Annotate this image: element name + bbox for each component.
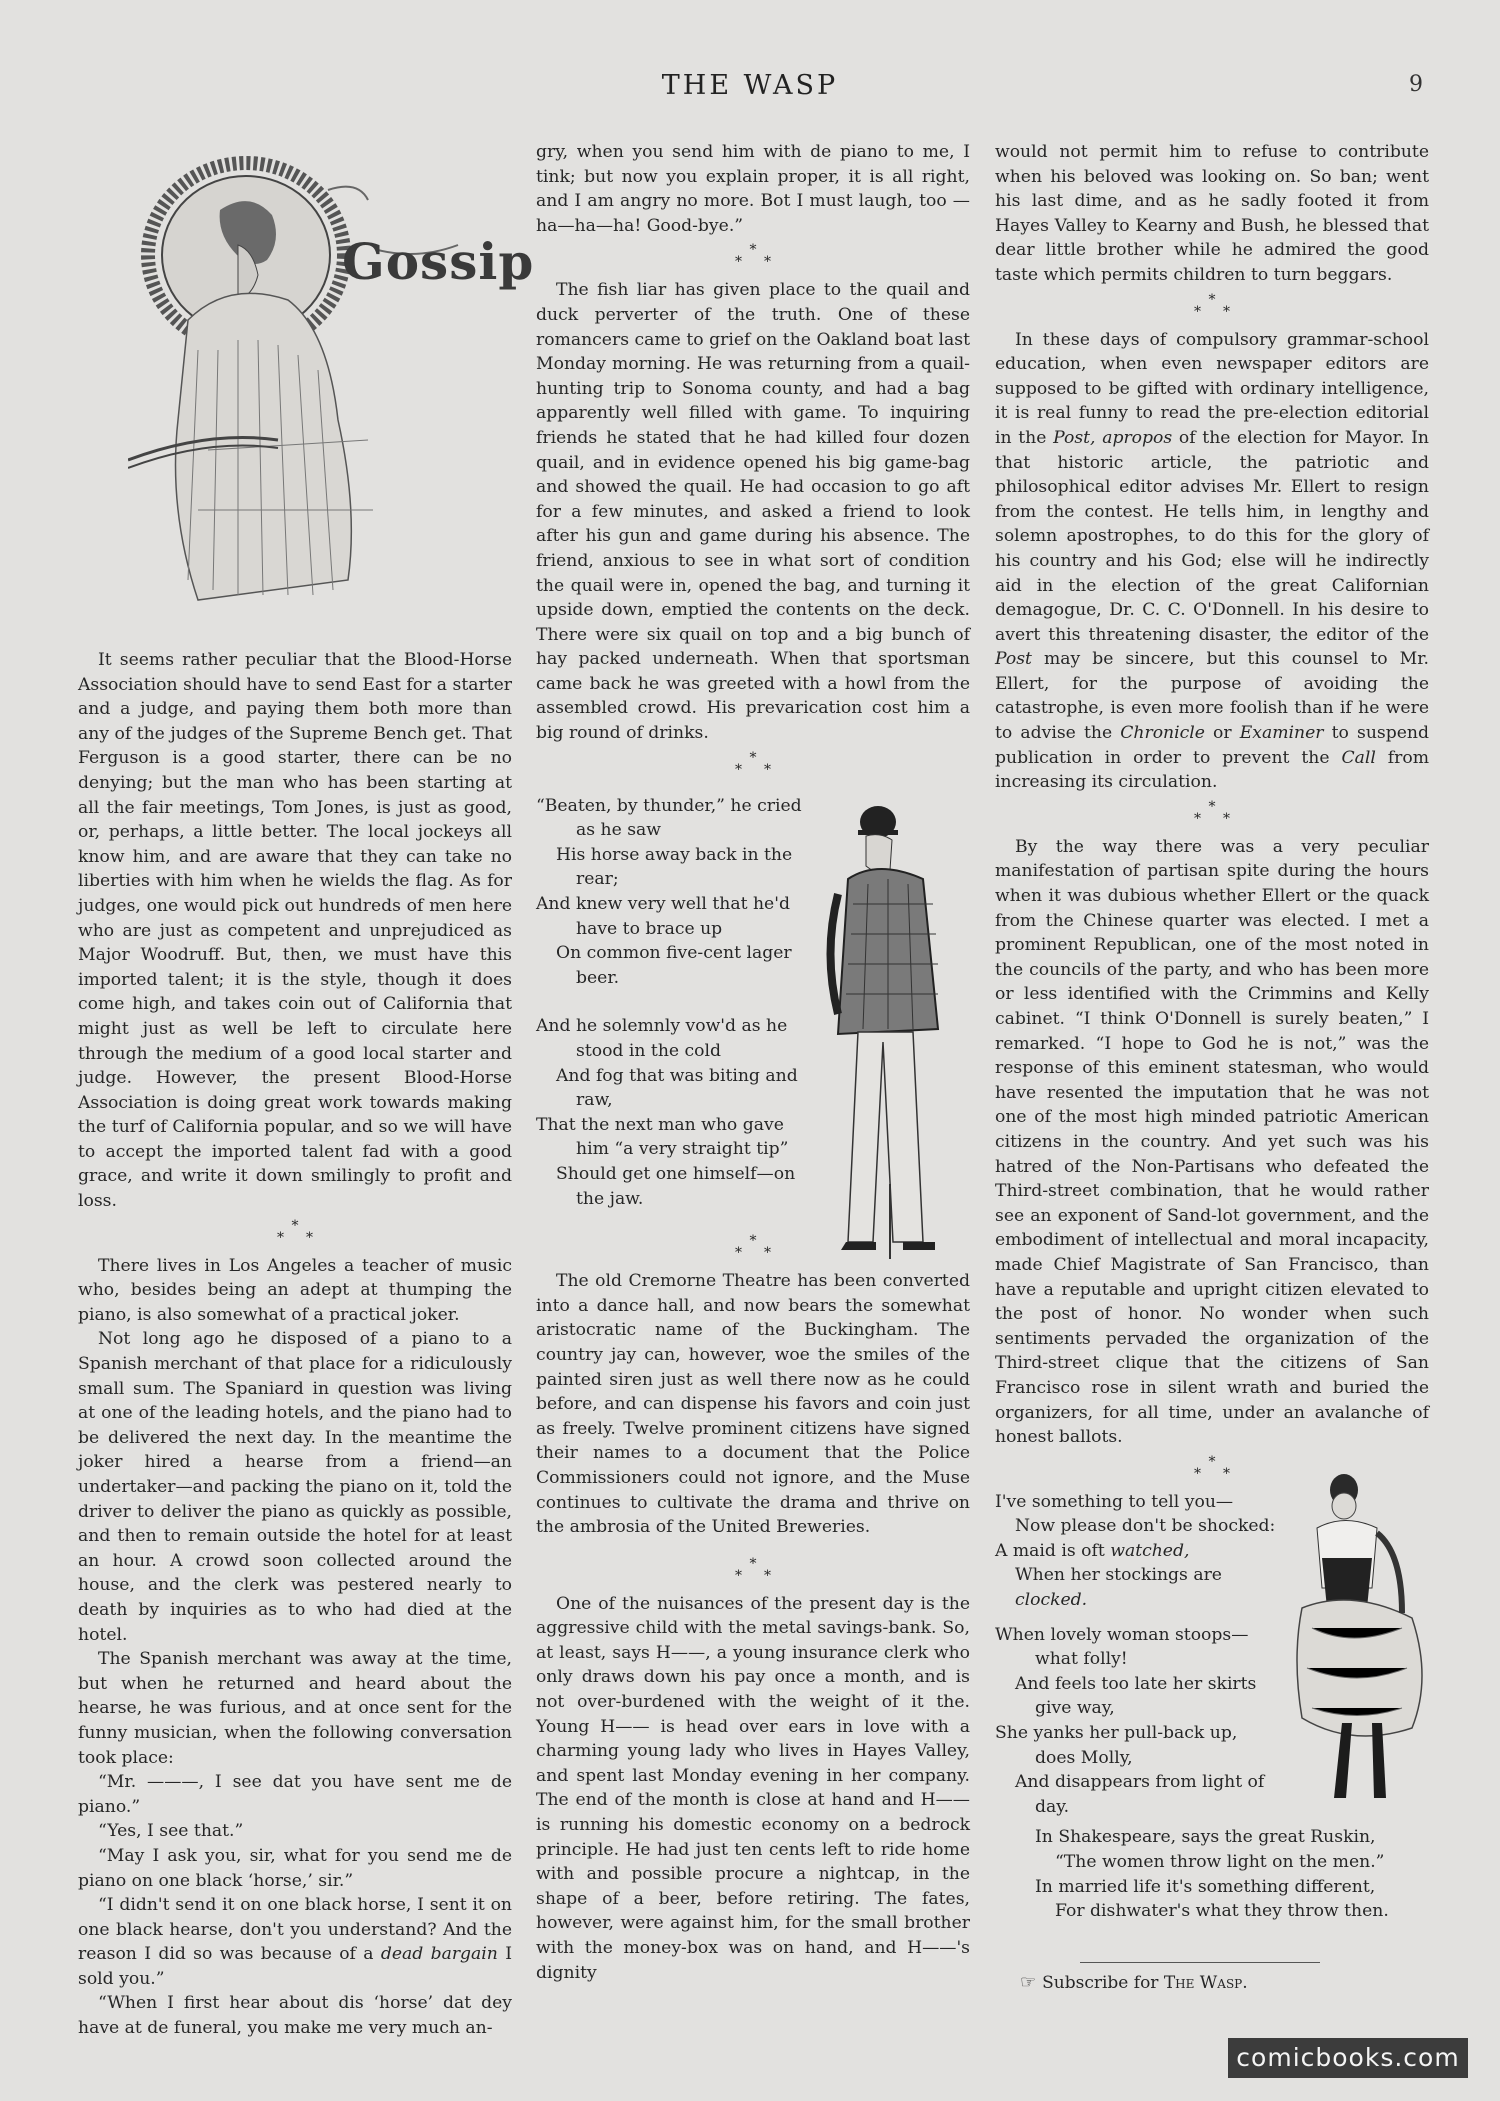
poem-line: When lovely woman stoops— (995, 1624, 1249, 1645)
italic-text: Call (1341, 747, 1376, 768)
italic-text: Examiner (1239, 723, 1324, 744)
poem-line: raw, (576, 1090, 613, 1111)
poem-line: For dishwater's what they throw then. (1055, 1901, 1389, 1922)
poem-line: That the next man who gave (536, 1114, 784, 1135)
italic-text: dead bargain (380, 1944, 498, 1965)
poem-line: On common five-cent lager (556, 943, 792, 964)
man-drawing (818, 804, 968, 1259)
section-stars: * ** (1194, 798, 1252, 827)
poem-line: I've something to tell you— (995, 1491, 1234, 1512)
dialogue-line: “Yes, I see that.” (98, 1821, 244, 1842)
text-segment: I sold you.” (78, 1944, 512, 1989)
stanza-gap (536, 990, 816, 1014)
gossip-portrait-drawing (128, 150, 508, 640)
paragraph-spanish-merchant: The Spanish merchant was away at the time, but when he returned and heard about the hearse, he was furious, and at once sent for the funny musician, when the following conversation took place: (78, 1649, 512, 1768)
poem-line: His horse away back in the (556, 844, 793, 865)
poem-line: And knew very well that he'd (536, 894, 790, 915)
poem-line: the jaw. (576, 1188, 644, 1209)
poem-line: stood in the cold (576, 1041, 722, 1061)
section-stars: * ** (1194, 291, 1252, 320)
subscribe-notice (1020, 1972, 1248, 1993)
gossip-heading: Gossip (342, 232, 535, 291)
page-number: 9 (1409, 72, 1423, 97)
man-in-checked-coat-illustration (818, 804, 968, 1259)
italic-text: watched, (1110, 1540, 1190, 1561)
text-segment: may be sincere, but this counsel to Mr. Ellert, for the purpose of avoiding the catastrophe, is even more foolish than if he were to advise the (995, 649, 1429, 744)
paragraph-fish-liar: The fish liar has given place to the quail and duck perverter of the truth. One of these romancers came to grief on the Oakland boat last Monday morning. He was returning from a quail-hunting trip to Sonoma county, and had a bag apparently well filled with game. To inquiring friends he stated that he had killed four dozen quail, and in evidence opened his big game-bag and showed the quail. He had occasion to go aft for a few minutes, and asked a friend to look after his gun and game during his absence. The friend, anxious to see in what sort of condition the quail were in, opened the bag, and turning it upside down, emptied the contents on the deck. There were six quail on top and a big bunch of hay packed underneath. When that sportsman came back he was greeted with a howl from the assembled crowd. His prevarication cost him a big round of drinks. (536, 280, 970, 744)
poem-line: give way, (1035, 1698, 1115, 1719)
subscribe-publication: The Wasp. (1163, 1973, 1248, 1993)
poem-line: In married life it's something different, (1035, 1876, 1376, 1897)
paragraph-partisan-spite: By the way there was a very peculiar manifestation of partisan spite during the hours when it was dubious whether Ellert or the quack from the Chinese quarter was elected. I met a prominent Republican, one of the most noted in the councils of the party, and who has been more or less identified with the Crimmins and Kelly cabinet. “I think O'Donnell is surely beaten,” I remarked. “I hope to God he is not,” was the response of this eminent statesman, who would have resented the imputation that he was not one of the most high minded patriotic American citizens in the country. And yet such was his hatred of the Non-Partisans who defeated the Third-street combination, that he would rather see an exponent of Sand-lot government, and the embodiment of intellectual and moral incapacity, made Chief Magistrate of San Francisco, than have a reputable and upright citizen elevated to the post of honor. No wonder when such sentiments pervaded the organization of the Third-street clique that the citizens of San Francisco rose in silent wrath and buried the organizers, for all time, under an avalanche of honest ballots. (995, 836, 1429, 1448)
subscribe-rule (1080, 1962, 1320, 1963)
text-segment: A maid is oft (995, 1540, 1111, 1561)
poem-beaten-by-thunder (536, 794, 816, 1212)
paragraph-continued: would not permit him to refuse to contribute when his beloved was looking on. So ban; went his last dime, and as he sadly footed it from Hayes Valley to Kearny and Bush, he blessed that dear little brother while he admired the good taste which permits children to turn beggars. (995, 142, 1429, 285)
watermark-logo: comicbooks.com (1228, 2038, 1468, 2078)
text-segment: from increasing its circulation. (995, 747, 1430, 793)
paragraph-blood-horse: It seems rather peculiar that the Blood-Horse Association should have to send East for a starter and a judge, and paying them both more than any of the judges of the Supreme Bench get. That Ferguson is a good starter, there can be no denying; but the man who has been starting at all the fair meetings, Tom Jones, is just as good, or, perhaps, a little better. The local jockeys all know him, and are aware that they can take no liberties with him when he wields the flag. As for judges, one would pick out hundreds of men here who are just as competent and unprejudiced as Major Woodruff. But, then, we must have this imported talent; it is the style, though it does come high, and takes coin out of California that might just as well be left to circulate here through the medium of a good local starter and judge. However, the present Blood-Horse Association is doing great work towards making the turf of California popular, and so we will have to accept the imported talent fad with a good grace, and write it down smilingly to profit and loss. (78, 650, 512, 1212)
poem-line: Now please don't be shocked: (1015, 1516, 1276, 1537)
poem-line: And disappears from light of (1015, 1772, 1265, 1793)
subscribe-text: Subscribe for (1042, 1973, 1164, 1993)
section-stars: * ** (735, 1555, 793, 1584)
poem-line: does Molly, (1035, 1747, 1133, 1768)
text-segment: In these days of compulsory grammar-school education, when even newspaper editors are supposed to be gifted with ordinary intelligence, it is real funny to read the pre-election editorial in the (995, 329, 1429, 448)
section-stars: * ** (735, 749, 793, 778)
text-segment: When her stockings are (1015, 1565, 1222, 1586)
paragraph-continued: gry, when you send him with de piano to me, I tink; but now you explain proper, it is all right, and I am angry no more. Bot I must laugh, too —ha—ha—ha! Good-bye.” (536, 142, 970, 236)
poem-line: what folly! (1035, 1649, 1128, 1670)
poem-line: him “a very straight tip” (576, 1139, 789, 1160)
text-segment: to suspend publication in order to prevent the (995, 723, 1429, 768)
poem-line: And fog that was biting and (556, 1065, 798, 1086)
poem-line: beer. (576, 967, 620, 988)
section-stars: * ** (735, 1233, 793, 1262)
poem-line: as he saw (576, 820, 662, 841)
poem-line: Should get one himself—on (556, 1163, 796, 1184)
poem-line (995, 1563, 1280, 1612)
poem-line: rear; (576, 869, 619, 890)
pointing-hand-icon: ☞ (1020, 1972, 1037, 1993)
poem-line: “Beaten, by thunder,” he cried (536, 795, 802, 816)
poem-line: have to brace up (576, 918, 723, 939)
column-1 (78, 648, 512, 2041)
italic-text: Post, apropos (1053, 427, 1173, 448)
dialogue-line: “When I first hear about dis ‘horse’ dat dey have at de funeral, you make me very much an- (78, 1993, 512, 2039)
poem-line: “The women throw light on the men.” (1055, 1852, 1385, 1872)
paragraph-savings-bank: One of the nuisances of the present day is the aggressive child with the metal savings-bank. So, at least, says H——, a young insurance clerk who only draws down his pay once a month, and is not over-burdened with the weight of it the. Young H—— is head over ears in love with a charming young lady who lives in Hayes Valley, and spent last Monday evening in her company. The end of the month is close at hand and H—— is running his domestic economy on a bedrock principle. He had just ten cents left to ride home with and possible procure a nightcap, in the shape of a beer, before retiring. The fates, however, were against him, for the small brother with the money-box was on hand, and H——'s dignity (536, 1593, 970, 1983)
dialogue-line (78, 1893, 512, 1991)
section-stars: * ** (1194, 1453, 1252, 1482)
poem-ruskin (995, 1825, 1429, 1923)
section-stars: * ** (277, 1217, 335, 1246)
text-segment: “I didn't send it on one black horse, I sent it on one black hearse, don't you understand? And the reason I did so was because of a (78, 1895, 512, 1965)
stanza-gap (995, 1613, 1280, 1623)
italic-text: Post (995, 649, 1032, 670)
section-stars: * ** (735, 242, 793, 271)
poem-stockings (995, 1490, 1280, 1820)
paragraph-piano-hearse: Not long ago he disposed of a piano to a Spanish merchant of that place for a ridiculously small sum. The Spaniard in question was living at one of the leading hotels, and the piano had to be delivered the next day. In the meantime the joker hired a hearse from a friend—an undertaker—and packing the piano on it, told the driver to deliver the piano as quickly as possible, and then to remain outside the hotel for at least an hour. A crowd soon collected around the house, and the clerk was pestered nearly to death by inquiries as to who had died at the hotel. (78, 1329, 512, 1645)
dialogue-line: “Mr. ———, I see dat you have sent me de piano.” (78, 1772, 512, 1817)
paragraph-post-editorial (995, 328, 1429, 795)
poem-line: And feels too late her skirts (1015, 1673, 1257, 1694)
paragraph-cremorne-theatre: The old Cremorne Theatre has been converted into a dance hall, and now bears the somewhat aristocratic name of the Buckingham. The country jay can, however, woe the smiles of the painted siren just as well there now as he could before, and can dispense his favors and coin just as freely. Twelve prominent citizens have signed their names to a document that the Police Commissioners could not ignore, and the Muse continues to cultivate the drama and thrive on the ambrosia of the United Breweries. (536, 1271, 970, 1538)
woman-lifting-skirt-illustration (1282, 1468, 1432, 1818)
italic-text: clocked. (1015, 1590, 1088, 1611)
poem-line: And he solemnly vow'd as he (536, 1016, 788, 1037)
paragraph-music-teacher: There lives in Los Angeles a teacher of music who, besides being an adept at thumping the piano, is also somewhat of a practical joker. (78, 1255, 512, 1325)
woman-drawing (1282, 1468, 1432, 1818)
poem-line: She yanks her pull-back up, (995, 1723, 1238, 1744)
poem-line (995, 1539, 1280, 1564)
dialogue-line: “May I ask you, sir, what for you send me de piano on one black ‘horse,’ sir.” (78, 1845, 512, 1891)
poem-line: In Shakespeare, says the great Ruskin, (1035, 1827, 1376, 1848)
text-segment: or (1204, 723, 1240, 744)
poem-line: day. (1035, 1796, 1070, 1817)
italic-text: Chronicle (1120, 723, 1205, 744)
text-segment: of the election for Mayor. In that historic article, the patriotic and philosophical editor advises Mr. Ellert to resign from the contest. He tells him, in lengthy and solemn apostrophes, to do this for the glory of his country and his God; else will he indirectly aid in the election of the great Californian demagogue, Dr. C. C. O'Donnell. In his desire to avert this threatening disaster, the editor of the (995, 427, 1429, 645)
gossip-portrait-illustration (128, 150, 535, 640)
masthead-title: THE WASP (661, 70, 839, 101)
